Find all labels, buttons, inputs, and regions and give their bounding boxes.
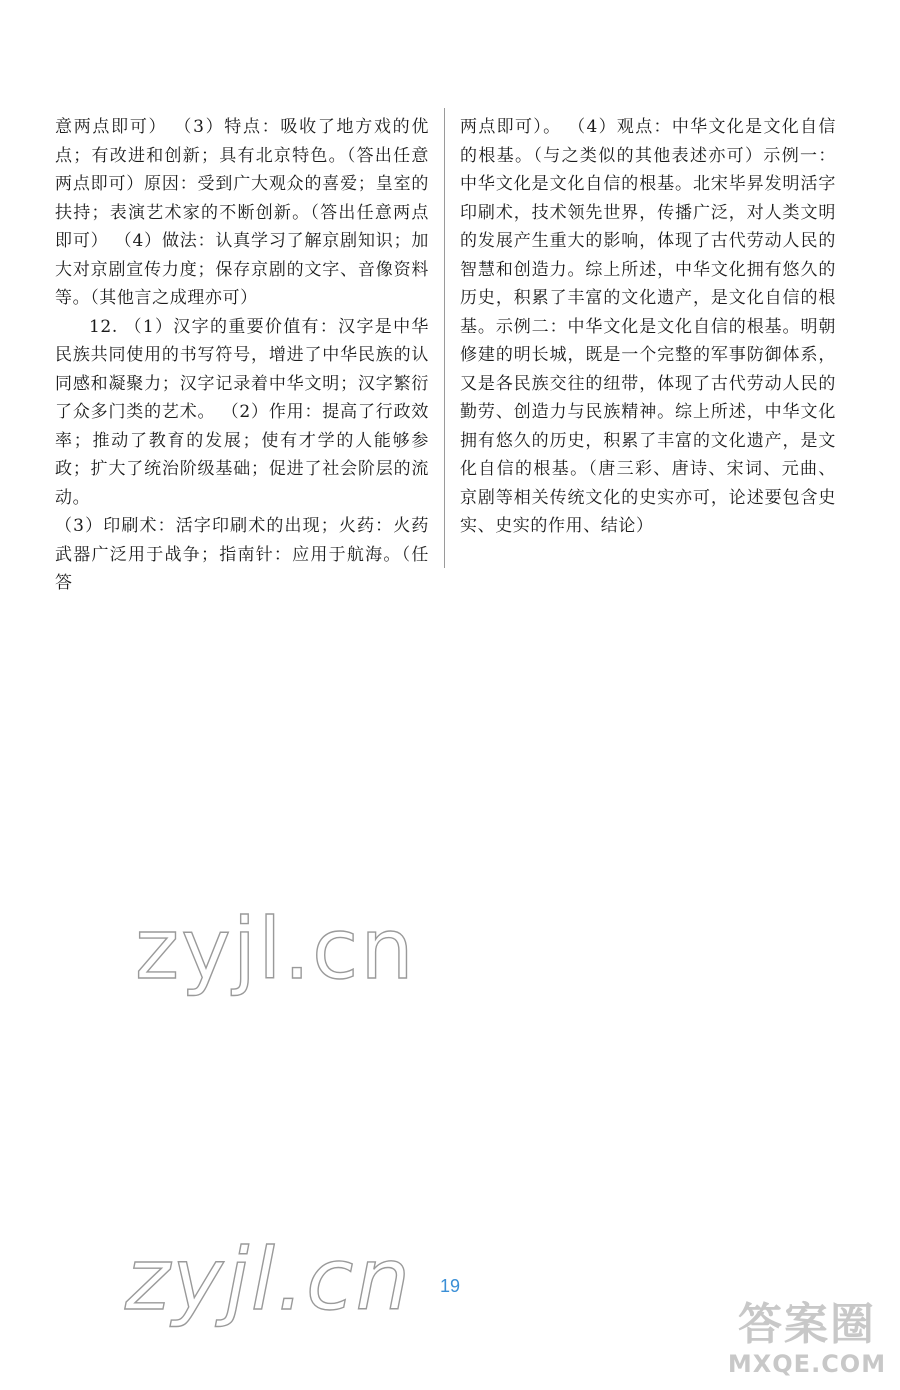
page-number: 19 [439, 1276, 461, 1296]
left-paragraph-3: （3）印刷术：活字印刷术的出现；火药：火药武器广泛用于战争；指南针：应用于航海。（任答 [55, 516, 429, 593]
left-paragraph-1: 意两点即可） （3）特点：吸收了地方戏的优点；有改进和创新；具有北京特色。（答出任意两点即可）原因：受到广大观众的喜爱；皇室的扶持；表演艺术家的不断创新。（答出任意两点即可） （4）做法：认真学习了解京剧知识；加大对京剧宣传力度；保存京剧的文字、音像资料等。（其他言之成理亦可） [55, 117, 429, 308]
logo-text-bottom: MXQE.COM [727, 1350, 887, 1378]
right-column [460, 113, 836, 541]
watermark-zyjl-bottom: zyjl.cn [125, 1230, 412, 1330]
left-column [55, 113, 429, 598]
mxqe-logo [722, 1300, 892, 1384]
watermark-zyjl-top: zyjl.cn [135, 900, 416, 998]
right-paragraph-1: 两点即可）。 （4）观点：中华文化是文化自信的根基。（与之类似的其他表述亦可）示例一：中华文化是文化自信的根基。北宋毕昇发明活字印刷术，技术领先世界，传播广泛，对人类文明的发展产生重大的影响，体现了古代劳动人民的智慧和创造力。综上所述，中华文化拥有悠久的历史，积累了丰富的文化遗产，是文化自信的根基。示例二：中华文化是文化自信的根基。明朝修建的明长城，既是一个完整的军事防御体系，又是各民族交往的纽带，体现了古代劳动人民的勤劳、创造力与民族精神。综上所述，中华文化拥有悠久的历史，积累了丰富的文化遗产，是文化自信的根基。（唐三彩、唐诗、宋词、元曲、京剧等相关传统文化的史实亦可，论述要包含史实、史实的作用、结论） [460, 117, 836, 536]
logo-text-top: 答案圈 [738, 1299, 876, 1350]
column-divider [444, 108, 445, 568]
left-paragraph-2: 12. （1）汉字的重要价值有：汉字是中华民族共同使用的书写符号，增进了中华民族的认同感和凝聚力；汉字记录着中华文明；汉字繁衍了众多门类的艺术。 （2）作用：提高了行政效率；推动了教育的发展；使有才学的人能够参政；扩大了统治阶级基础；促进了社会阶层的流动。 [55, 316, 429, 508]
